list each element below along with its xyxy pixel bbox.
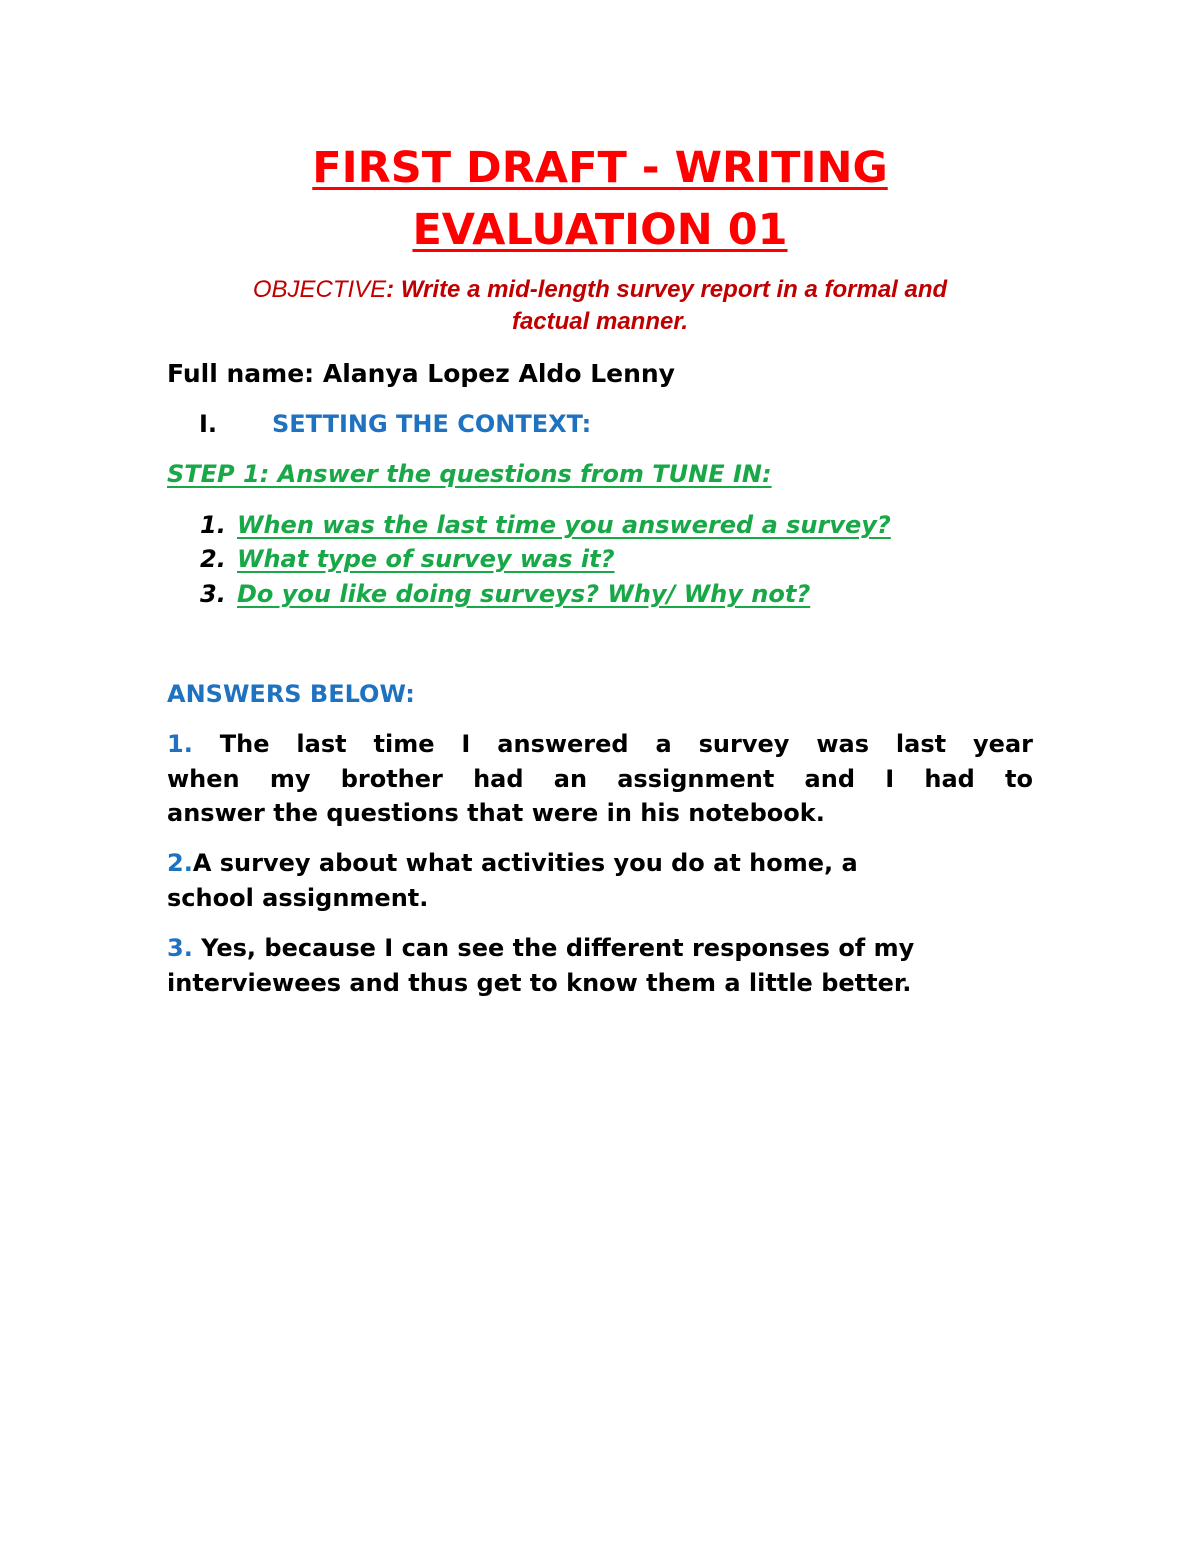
answer-number: 1. — [167, 730, 193, 758]
answers-heading: ANSWERS BELOW: — [167, 680, 415, 708]
answer-word: last — [296, 730, 347, 758]
question-text: What type of survey was it? — [237, 545, 615, 573]
answer-word: and — [804, 765, 856, 793]
objective-colon: : — [386, 276, 395, 303]
answer-word: had — [924, 765, 975, 793]
answer-1-line-2 — [167, 761, 1033, 797]
section-number: I. — [199, 410, 218, 438]
objective-line-2: factual manner. — [511, 308, 689, 335]
answer-word: I — [885, 765, 895, 793]
answer-3-line-2: interviewees and thus get to know them a little better. — [167, 969, 912, 997]
answer-word: was — [816, 730, 869, 758]
answer-word: year — [973, 730, 1033, 758]
question-text: Do you like doing surveys? Why/ Why not? — [237, 580, 811, 608]
objective-label: OBJECTIVE — [252, 276, 387, 303]
answer-word: an — [553, 765, 588, 793]
document-title-line-1: FIRST DRAFT - WRITING — [312, 143, 888, 193]
answer-word: I — [461, 730, 471, 758]
question-text: When was the last time you answered a survey? — [237, 511, 891, 539]
step-instruction: STEP 1: Answer the questions from TUNE IN: — [167, 460, 772, 488]
question-number: 1. — [200, 511, 226, 539]
answer-1-line-3: answer the questions that were in his notebook. — [167, 799, 825, 827]
answer-number: 2. — [167, 849, 193, 877]
document-title-line-2: EVALUATION 01 — [412, 205, 788, 255]
answer-word: had — [473, 765, 524, 793]
answer-2-line-2: school assignment. — [167, 884, 429, 912]
full-name: Full name: Alanya Lopez Aldo Lenny — [167, 359, 675, 388]
answer-text: Yes, because I can see the different responses of my — [192, 934, 915, 962]
answer-word: time — [373, 730, 435, 758]
question-number: 2. — [200, 545, 226, 573]
answer-word: The — [219, 730, 270, 758]
objective-text-line-1: Write a mid-length survey report in a formal and — [394, 276, 948, 303]
answer-word: my — [269, 765, 311, 793]
answer-number: 3. — [167, 934, 193, 962]
answer-word: brother — [340, 765, 443, 793]
question-number: 3. — [200, 580, 226, 608]
answer-word: last — [895, 730, 947, 758]
answer-word: a — [655, 730, 672, 758]
objective-line-1 — [166, 274, 1034, 306]
answer-text: A survey about what activities you do at home, a — [192, 849, 858, 877]
section-title: SETTING THE CONTEXT: — [272, 410, 592, 438]
answer-3-line-1 — [167, 930, 1033, 966]
answer-word: answered — [497, 730, 629, 758]
answer-word: survey — [698, 730, 790, 758]
answer-2-line-1 — [167, 845, 1033, 881]
answer-word: to — [1005, 765, 1033, 793]
answer-1-line-1 — [167, 726, 1033, 762]
answer-word: when — [167, 765, 240, 793]
answer-word: assignment — [617, 765, 775, 793]
